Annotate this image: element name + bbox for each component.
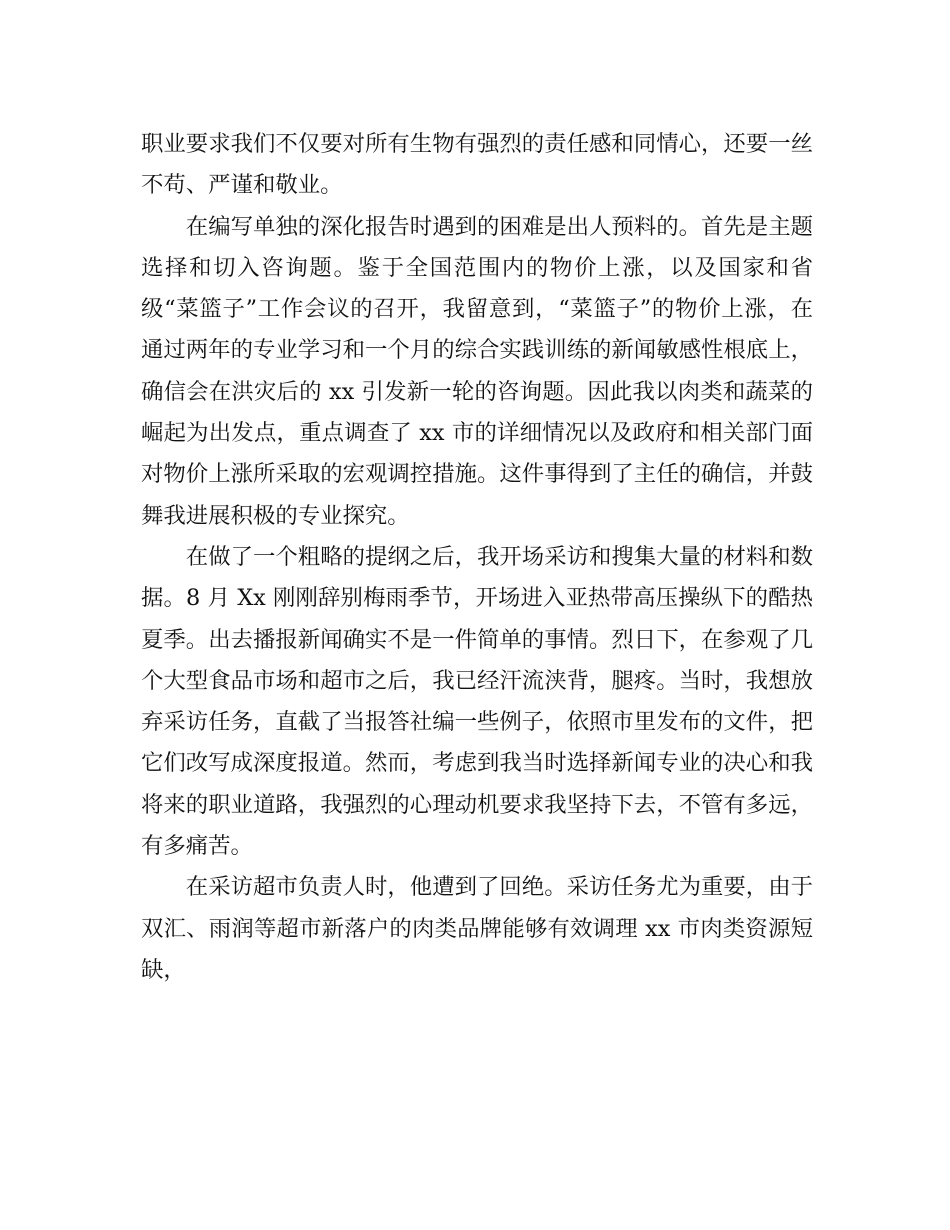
- document-body: [141, 124, 813, 991]
- paragraph-2: 在编写单独的深化报告时遇到的困难是出人预料的。首先是主题选择和切入咨询题。鉴于全国范围内的物价上涨，以及国家和省级“菜篮子”工作会议的召开，我留意到，“菜篮子”的物价上涨，在通过两年的专业学习和一个月的综合实践训练的新闻敏感性根底上，确信会在洪灾后的 xx 引发新一轮的咨询题。因此我以肉类和蔬菜的崛起为出发点，重点调查了 xx 市的详细情况以及政府和相关部门面对物价上涨所采取的宏观调控措施。这件事得到了主任的确信，并鼓舞我进展积极的专业探究。: [141, 213, 813, 529]
- paragraph-4: 在采访超市负责人时，他遭到了回绝。采访任务尤为重要，由于双汇、雨润等超市新落户的肉类品牌能够有效调理 xx 市肉类资源短缺，: [141, 874, 813, 983]
- paragraph-1: 职业要求我们不仅要对所有生物有强烈的责任感和同情心，还要一丝不苟、严谨和敬业。: [141, 131, 813, 199]
- paragraph-3: 在做了一个粗略的提纲之后，我开场采访和搜集大量的材料和数据。8 月 Xx 刚刚辞别梅雨季节，开场进入亚热带高压操纵下的酷热夏季。出去播报新闻确实不是一件简单的事情。烈日下，在参观了几个大型食品市场和超市之后，我已经汗流浃背，腿疼。当时，我想放弃采访任务，直截了当报答社编一些例子，依照市里发布的文件，把它们改写成深度报道。然而，考虑到我当时选择新闻专业的决心和我将来的职业道路，我强烈的心理动机要求我坚持下去，不管有多远，有多痛苦。: [141, 543, 813, 860]
